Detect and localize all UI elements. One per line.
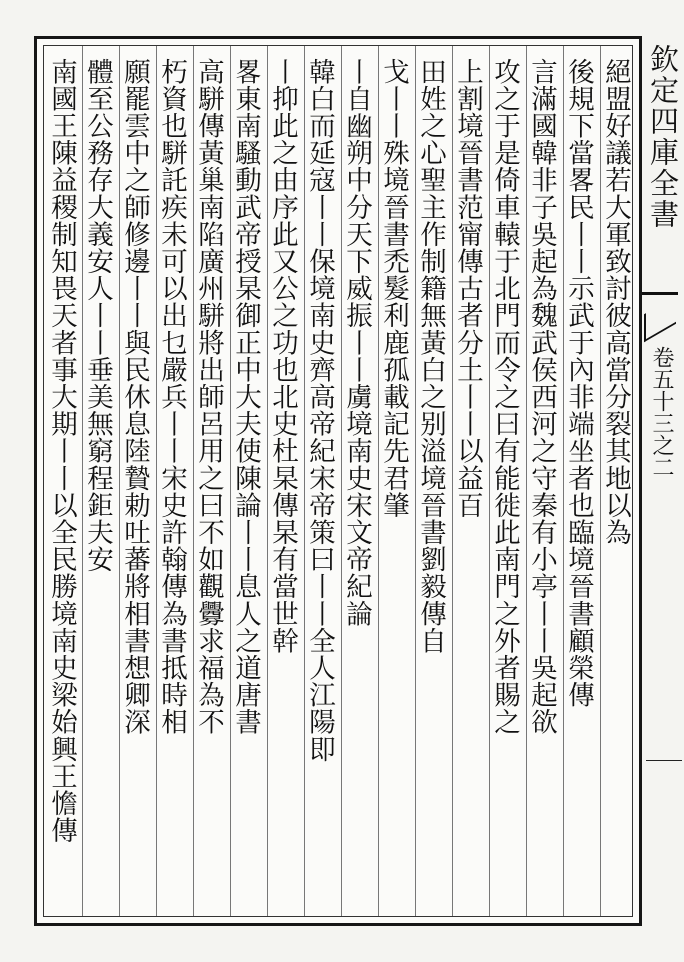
text-column: 丨自幽朔中分天下威振丨丨虜境南史宋文帝紀論 <box>341 58 372 628</box>
text-column: 丨抑此之由序此又公之功也北史杜杲傳杲有當世幹 <box>267 58 298 655</box>
text-column: 願罷雲中之師修邊丨丨與民休息陸贄勅吐蕃將相書想卿深 <box>119 58 150 736</box>
text-frame <box>43 45 633 917</box>
text-column: 體至公務存大義安人丨丨垂美無窮程鉅夫安 <box>82 58 113 573</box>
text-column: 畧東南騷動武帝授杲御正中大夫使陳論丨丨息人之道唐書 <box>230 58 261 736</box>
text-column: 攻之于是倚車轅于北門而令之曰有能徙此南門之外者賜之 <box>489 58 520 736</box>
margin-divider <box>646 760 682 761</box>
text-column: 後規下當畧民丨丨示武于內非端坐者也臨境晉書顧榮傳 <box>563 58 594 709</box>
page-margin <box>640 0 684 884</box>
text-column: 田姓之心聖主作制籍無黃白之别溢境晉書劉毅傳自 <box>415 58 446 655</box>
text-column: 韓白而延寇丨丨保境南史齊高帝紀宋帝策曰丨丨全人江陽即 <box>304 58 335 763</box>
document-page <box>34 36 642 926</box>
fish-tail-mark <box>642 292 678 341</box>
text-column: 南國王陳益稷制知畏天者事大期丨丨以全民勝境南史梁始興王憺傳 <box>46 58 77 844</box>
text-column: 高駢傳黃巢南陷廣州駢將出師呂用之曰不如觀釁求福為不 <box>193 58 224 736</box>
volume-label: 卷五十三之二 <box>649 346 674 478</box>
text-column: 絕盟好議若大軍致討彼高當分裂其地以為 <box>600 58 631 546</box>
text-column: 戈丨丨殊境晉書禿髮利鹿孤載記先君肇 <box>378 58 409 519</box>
text-column: 上割境晉書范甯傳古者分土丨丨以益百 <box>452 58 483 519</box>
text-column: 朽資也駢託疾未可以出乜嚴兵丨丨宋史許翰傳為書抵時相 <box>156 58 187 736</box>
book-title: 欽定四庫全書 <box>646 44 680 230</box>
text-column: 言滿國韓非子吳起為魏武侯西河之守秦有小亭丨丨吳起欲 <box>526 58 557 736</box>
